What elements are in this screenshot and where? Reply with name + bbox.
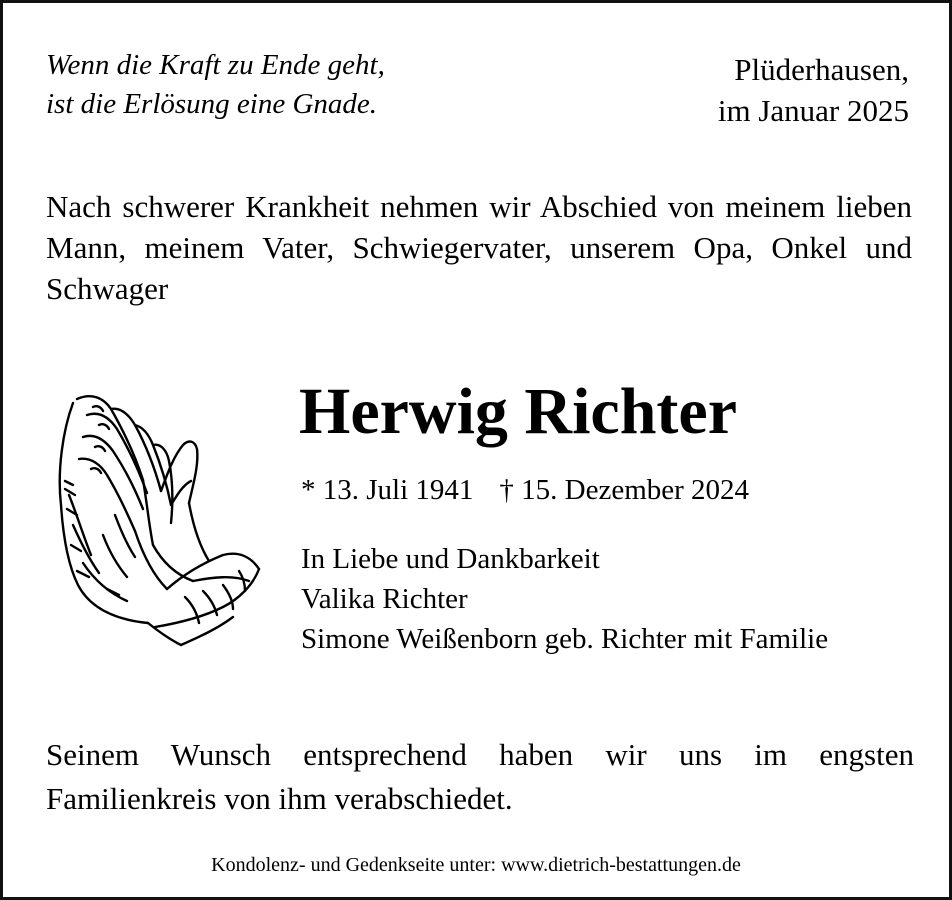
motto [46, 46, 385, 124]
place-and-date [718, 49, 909, 131]
mourners [301, 539, 828, 659]
mourners-line-1: In Liebe und Dankbarkeit [301, 543, 600, 575]
date-line: im Januar 2025 [717, 93, 909, 128]
motto-line-1: Wenn die Kraft zu Ende geht, [46, 49, 385, 81]
deceased-name: Herwig Richter [299, 375, 737, 448]
life-dates [301, 470, 749, 510]
motto-line-2: ist die Erlösung eine Gnade. [46, 88, 378, 120]
mourners-line-2: Valika Richter [301, 583, 468, 615]
condolence-footer: Kondolenz- und Gedenkseite unter: www.dietrich-bestattungen.de [211, 854, 741, 876]
place-line: Plüderhausen, [734, 52, 909, 87]
mourners-line-3: Simone Weißenborn geb. Richter mit Familie [301, 623, 829, 655]
birth-date: * 13. Juli 1941 [301, 474, 474, 506]
praying-hands-icon [43, 385, 268, 655]
closing-text: Seinem Wunsch entsprechend haben wir uns im engsten Familienkreis von ihm verabschiedet. [46, 737, 914, 816]
death-date: † 15. Dezember 2024 [499, 474, 750, 506]
intro-text: Nach schwerer Krankheit nehmen wir Abschied von meinem lieben Mann, meinem Vater, Schwiegervater, unserem Opa, Onkel und Schwager [46, 189, 912, 306]
